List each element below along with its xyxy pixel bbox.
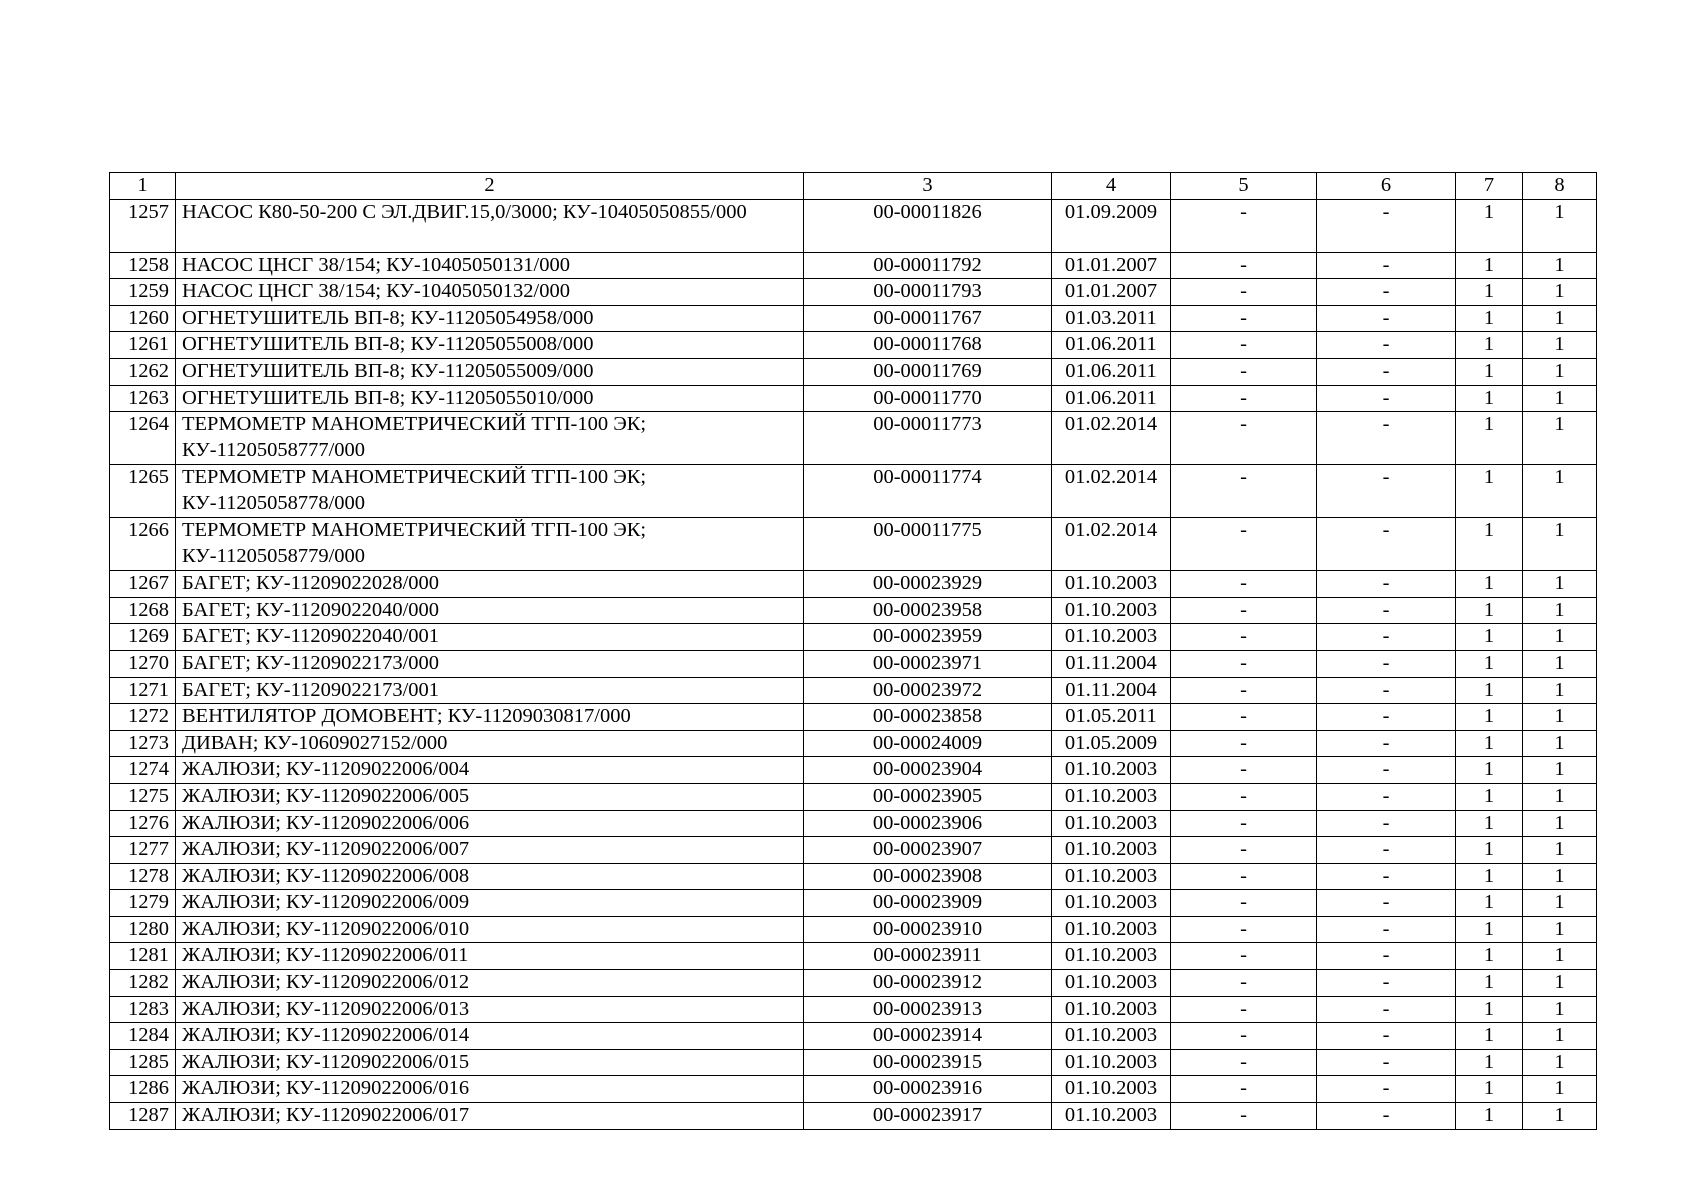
table-row (110, 890, 1597, 917)
item-name-cell: ОГНЕТУШИТЕЛЬ ВП-8; КУ-11205054958/000 (176, 305, 804, 332)
col-8-cell: 1 (1523, 279, 1597, 306)
col-5-cell: - (1171, 1023, 1317, 1050)
table-row (110, 863, 1597, 890)
table-row (110, 943, 1597, 970)
col-5-cell: - (1171, 412, 1317, 465)
row-number-cell: 1276 (110, 810, 176, 837)
item-name-cell: ОГНЕТУШИТЕЛЬ ВП-8; КУ-11205055008/000 (176, 332, 804, 359)
date-cell: 01.10.2003 (1052, 837, 1171, 864)
item-name-cell: ЖАЛЮЗИ; КУ-11209022006/011 (176, 943, 804, 970)
col-7-cell: 1 (1456, 1049, 1523, 1076)
table-row (110, 1076, 1597, 1103)
col-8-cell: 1 (1523, 863, 1597, 890)
inventory-code-cell: 00-00023972 (804, 677, 1052, 704)
item-name-cell: ЖАЛЮЗИ; КУ-11209022006/015 (176, 1049, 804, 1076)
col-6-cell: - (1317, 1023, 1456, 1050)
date-cell: 01.11.2004 (1052, 650, 1171, 677)
col-5-cell: - (1171, 624, 1317, 651)
row-number-cell: 1262 (110, 358, 176, 385)
table-row (110, 279, 1597, 306)
col-8-cell: 1 (1523, 730, 1597, 757)
date-cell: 01.10.2003 (1052, 943, 1171, 970)
table-row (110, 810, 1597, 837)
inventory-table (109, 172, 1597, 1130)
item-name-cell: ЖАЛЮЗИ; КУ-11209022006/008 (176, 863, 804, 890)
row-number-cell: 1284 (110, 1023, 176, 1050)
inventory-code-cell: 00-00011770 (804, 385, 1052, 412)
item-name-cell: ТЕРМОМЕТР МАНОМЕТРИЧЕСКИЙ ТГП-100 ЭК; КУ-11205058778/000 (176, 465, 804, 518)
col-6-cell: - (1317, 571, 1456, 598)
col-8-cell: 1 (1523, 810, 1597, 837)
table-header (110, 173, 1597, 200)
col-7-cell: 1 (1456, 677, 1523, 704)
col-7-cell: 1 (1456, 624, 1523, 651)
col-6-cell: - (1317, 890, 1456, 917)
col-6-cell: - (1317, 1049, 1456, 1076)
col-6-cell: - (1317, 597, 1456, 624)
item-name-cell: БАГЕТ; КУ-11209022040/001 (176, 624, 804, 651)
inventory-code-cell: 00-00023958 (804, 597, 1052, 624)
item-name-cell: НАСОС ЦНСГ 38/154; КУ-10405050132/000 (176, 279, 804, 306)
item-name-cell: ЖАЛЮЗИ; КУ-11209022006/004 (176, 757, 804, 784)
inventory-code-cell: 00-00023911 (804, 943, 1052, 970)
table-row (110, 837, 1597, 864)
date-cell: 01.10.2003 (1052, 1103, 1171, 1130)
col-8-cell: 1 (1523, 252, 1597, 279)
row-number-cell: 1258 (110, 252, 176, 279)
header-cell-5: 5 (1171, 173, 1317, 200)
col-8-cell: 1 (1523, 412, 1597, 465)
row-number-cell: 1260 (110, 305, 176, 332)
col-6-cell: - (1317, 650, 1456, 677)
item-name-cell: ЖАЛЮЗИ; КУ-11209022006/007 (176, 837, 804, 864)
col-8-cell: 1 (1523, 890, 1597, 917)
header-cell-3: 3 (804, 173, 1052, 200)
date-cell: 01.10.2003 (1052, 890, 1171, 917)
col-8-cell: 1 (1523, 1049, 1597, 1076)
col-6-cell: - (1317, 916, 1456, 943)
col-5-cell: - (1171, 1049, 1317, 1076)
row-number-cell: 1266 (110, 518, 176, 571)
header-cell-6: 6 (1317, 173, 1456, 200)
inventory-code-cell: 00-00023913 (804, 996, 1052, 1023)
col-7-cell: 1 (1456, 518, 1523, 571)
date-cell: 01.10.2003 (1052, 571, 1171, 598)
item-name-cell: НАСОС К80-50-200 С ЭЛ.ДВИГ.15,0/3000; КУ-10405050855/000 (176, 199, 804, 252)
table-row (110, 597, 1597, 624)
date-cell: 01.06.2011 (1052, 332, 1171, 359)
table-row (110, 332, 1597, 359)
col-6-cell: - (1317, 810, 1456, 837)
date-cell: 01.01.2007 (1052, 279, 1171, 306)
table-row (110, 650, 1597, 677)
row-number-cell: 1277 (110, 837, 176, 864)
col-8-cell: 1 (1523, 996, 1597, 1023)
row-number-cell: 1269 (110, 624, 176, 651)
col-6-cell: - (1317, 1076, 1456, 1103)
date-cell: 01.10.2003 (1052, 624, 1171, 651)
col-6-cell: - (1317, 518, 1456, 571)
row-number-cell: 1257 (110, 199, 176, 252)
inventory-code-cell: 00-00023910 (804, 916, 1052, 943)
inventory-code-cell: 00-00011773 (804, 412, 1052, 465)
date-cell: 01.10.2003 (1052, 1023, 1171, 1050)
table-row (110, 571, 1597, 598)
col-5-cell: - (1171, 730, 1317, 757)
col-5-cell: - (1171, 704, 1317, 731)
col-7-cell: 1 (1456, 571, 1523, 598)
col-7-cell: 1 (1456, 332, 1523, 359)
item-name-cell: БАГЕТ; КУ-11209022173/001 (176, 677, 804, 704)
col-7-cell: 1 (1456, 650, 1523, 677)
row-number-cell: 1268 (110, 597, 176, 624)
inventory-code-cell: 00-00011768 (804, 332, 1052, 359)
inventory-code-cell: 00-00023915 (804, 1049, 1052, 1076)
inventory-code-cell: 00-00023917 (804, 1103, 1052, 1130)
inventory-code-cell: 00-00023912 (804, 970, 1052, 997)
col-8-cell: 1 (1523, 305, 1597, 332)
date-cell: 01.01.2007 (1052, 252, 1171, 279)
table-row (110, 1023, 1597, 1050)
col-7-cell: 1 (1456, 412, 1523, 465)
date-cell: 01.02.2014 (1052, 518, 1171, 571)
col-6-cell: - (1317, 465, 1456, 518)
col-7-cell: 1 (1456, 837, 1523, 864)
table-row (110, 970, 1597, 997)
col-8-cell: 1 (1523, 943, 1597, 970)
row-number-cell: 1270 (110, 650, 176, 677)
row-number-cell: 1275 (110, 783, 176, 810)
date-cell: 01.10.2003 (1052, 1049, 1171, 1076)
col-5-cell: - (1171, 783, 1317, 810)
date-cell: 01.10.2003 (1052, 783, 1171, 810)
table-row (110, 916, 1597, 943)
table-row (110, 730, 1597, 757)
col-5-cell: - (1171, 332, 1317, 359)
item-name-cell: ЖАЛЮЗИ; КУ-11209022006/017 (176, 1103, 804, 1130)
col-8-cell: 1 (1523, 518, 1597, 571)
item-name-cell: ТЕРМОМЕТР МАНОМЕТРИЧЕСКИЙ ТГП-100 ЭК; КУ-11205058779/000 (176, 518, 804, 571)
inventory-code-cell: 00-00023971 (804, 650, 1052, 677)
item-name-cell: ТЕРМОМЕТР МАНОМЕТРИЧЕСКИЙ ТГП-100 ЭК; КУ-11205058777/000 (176, 412, 804, 465)
col-7-cell: 1 (1456, 597, 1523, 624)
date-cell: 01.10.2003 (1052, 1076, 1171, 1103)
col-7-cell: 1 (1456, 1023, 1523, 1050)
col-6-cell: - (1317, 943, 1456, 970)
table-row (110, 358, 1597, 385)
col-6-cell: - (1317, 385, 1456, 412)
table-row (110, 996, 1597, 1023)
inventory-code-cell: 00-00011767 (804, 305, 1052, 332)
table-row (110, 1103, 1597, 1130)
inventory-code-cell: 00-00023959 (804, 624, 1052, 651)
col-7-cell: 1 (1456, 358, 1523, 385)
date-cell: 01.10.2003 (1052, 597, 1171, 624)
col-5-cell: - (1171, 970, 1317, 997)
col-8-cell: 1 (1523, 1076, 1597, 1103)
col-5-cell: - (1171, 571, 1317, 598)
item-name-cell: БАГЕТ; КУ-11209022028/000 (176, 571, 804, 598)
header-row (110, 173, 1597, 200)
col-8-cell: 1 (1523, 757, 1597, 784)
inventory-code-cell: 00-00023908 (804, 863, 1052, 890)
col-5-cell: - (1171, 916, 1317, 943)
inventory-code-cell: 00-00023905 (804, 783, 1052, 810)
row-number-cell: 1264 (110, 412, 176, 465)
col-8-cell: 1 (1523, 358, 1597, 385)
item-name-cell: ЖАЛЮЗИ; КУ-11209022006/016 (176, 1076, 804, 1103)
col-5-cell: - (1171, 1076, 1317, 1103)
col-5-cell: - (1171, 757, 1317, 784)
col-7-cell: 1 (1456, 704, 1523, 731)
table-row (110, 624, 1597, 651)
col-8-cell: 1 (1523, 916, 1597, 943)
col-7-cell: 1 (1456, 943, 1523, 970)
col-6-cell: - (1317, 704, 1456, 731)
col-5-cell: - (1171, 677, 1317, 704)
col-7-cell: 1 (1456, 783, 1523, 810)
item-name-cell: ЖАЛЮЗИ; КУ-11209022006/009 (176, 890, 804, 917)
table-row (110, 757, 1597, 784)
col-8-cell: 1 (1523, 1103, 1597, 1130)
col-7-cell: 1 (1456, 970, 1523, 997)
table-row (110, 412, 1597, 465)
table-row (110, 783, 1597, 810)
col-5-cell: - (1171, 199, 1317, 252)
header-cell-7: 7 (1456, 173, 1523, 200)
inventory-code-cell: 00-00011792 (804, 252, 1052, 279)
col-7-cell: 1 (1456, 916, 1523, 943)
item-name-cell: ДИВАН; КУ-10609027152/000 (176, 730, 804, 757)
header-cell-1: 1 (110, 173, 176, 200)
table-row (110, 199, 1597, 252)
col-8-cell: 1 (1523, 597, 1597, 624)
table-row (110, 518, 1597, 571)
table-row (110, 704, 1597, 731)
col-7-cell: 1 (1456, 279, 1523, 306)
col-5-cell: - (1171, 996, 1317, 1023)
col-6-cell: - (1317, 970, 1456, 997)
inventory-code-cell: 00-00011793 (804, 279, 1052, 306)
col-8-cell: 1 (1523, 1023, 1597, 1050)
table-row (110, 677, 1597, 704)
col-6-cell: - (1317, 783, 1456, 810)
col-5-cell: - (1171, 305, 1317, 332)
col-5-cell: - (1171, 279, 1317, 306)
table-row (110, 252, 1597, 279)
date-cell: 01.02.2014 (1052, 465, 1171, 518)
row-number-cell: 1282 (110, 970, 176, 997)
col-6-cell: - (1317, 305, 1456, 332)
row-number-cell: 1283 (110, 996, 176, 1023)
item-name-cell: ОГНЕТУШИТЕЛЬ ВП-8; КУ-11205055009/000 (176, 358, 804, 385)
col-6-cell: - (1317, 279, 1456, 306)
inventory-code-cell: 00-00011775 (804, 518, 1052, 571)
col-6-cell: - (1317, 332, 1456, 359)
date-cell: 01.06.2011 (1052, 385, 1171, 412)
date-cell: 01.10.2003 (1052, 996, 1171, 1023)
col-5-cell: - (1171, 943, 1317, 970)
date-cell: 01.09.2009 (1052, 199, 1171, 252)
inventory-code-cell: 00-00023906 (804, 810, 1052, 837)
inventory-code-cell: 00-00023916 (804, 1076, 1052, 1103)
col-6-cell: - (1317, 412, 1456, 465)
item-name-cell: БАГЕТ; КУ-11209022040/000 (176, 597, 804, 624)
header-cell-8: 8 (1523, 173, 1597, 200)
date-cell: 01.02.2014 (1052, 412, 1171, 465)
date-cell: 01.05.2009 (1052, 730, 1171, 757)
col-7-cell: 1 (1456, 730, 1523, 757)
col-8-cell: 1 (1523, 385, 1597, 412)
col-7-cell: 1 (1456, 863, 1523, 890)
col-8-cell: 1 (1523, 704, 1597, 731)
col-7-cell: 1 (1456, 252, 1523, 279)
item-name-cell: ВЕНТИЛЯТОР ДОМОВЕНТ; КУ-11209030817/000 (176, 704, 804, 731)
table-row (110, 1049, 1597, 1076)
col-7-cell: 1 (1456, 465, 1523, 518)
col-7-cell: 1 (1456, 757, 1523, 784)
col-5-cell: - (1171, 597, 1317, 624)
date-cell: 01.10.2003 (1052, 970, 1171, 997)
row-number-cell: 1286 (110, 1076, 176, 1103)
table-row (110, 465, 1597, 518)
col-8-cell: 1 (1523, 650, 1597, 677)
row-number-cell: 1280 (110, 916, 176, 943)
col-7-cell: 1 (1456, 1076, 1523, 1103)
col-8-cell: 1 (1523, 465, 1597, 518)
row-number-cell: 1285 (110, 1049, 176, 1076)
col-8-cell: 1 (1523, 837, 1597, 864)
col-6-cell: - (1317, 837, 1456, 864)
inventory-code-cell: 00-00023929 (804, 571, 1052, 598)
item-name-cell: НАСОС ЦНСГ 38/154; КУ-10405050131/000 (176, 252, 804, 279)
inventory-code-cell: 00-00023909 (804, 890, 1052, 917)
date-cell: 01.10.2003 (1052, 810, 1171, 837)
col-6-cell: - (1317, 757, 1456, 784)
col-7-cell: 1 (1456, 1103, 1523, 1130)
col-6-cell: - (1317, 996, 1456, 1023)
inventory-code-cell: 00-00023914 (804, 1023, 1052, 1050)
inventory-code-cell: 00-00011769 (804, 358, 1052, 385)
col-6-cell: - (1317, 358, 1456, 385)
col-7-cell: 1 (1456, 199, 1523, 252)
col-5-cell: - (1171, 385, 1317, 412)
col-8-cell: 1 (1523, 677, 1597, 704)
col-5-cell: - (1171, 518, 1317, 571)
row-number-cell: 1281 (110, 943, 176, 970)
inventory-code-cell: 00-00011774 (804, 465, 1052, 518)
col-8-cell: 1 (1523, 970, 1597, 997)
col-6-cell: - (1317, 730, 1456, 757)
row-number-cell: 1274 (110, 757, 176, 784)
col-5-cell: - (1171, 465, 1317, 518)
inventory-code-cell: 00-00023904 (804, 757, 1052, 784)
col-5-cell: - (1171, 837, 1317, 864)
col-7-cell: 1 (1456, 810, 1523, 837)
col-6-cell: - (1317, 863, 1456, 890)
row-number-cell: 1273 (110, 730, 176, 757)
item-name-cell: ЖАЛЮЗИ; КУ-11209022006/005 (176, 783, 804, 810)
date-cell: 01.10.2003 (1052, 757, 1171, 784)
col-7-cell: 1 (1456, 385, 1523, 412)
col-5-cell: - (1171, 1103, 1317, 1130)
col-5-cell: - (1171, 863, 1317, 890)
row-number-cell: 1259 (110, 279, 176, 306)
row-number-cell: 1287 (110, 1103, 176, 1130)
date-cell: 01.05.2011 (1052, 704, 1171, 731)
row-number-cell: 1278 (110, 863, 176, 890)
col-6-cell: - (1317, 199, 1456, 252)
row-number-cell: 1267 (110, 571, 176, 598)
inventory-code-cell: 00-00011826 (804, 199, 1052, 252)
col-7-cell: 1 (1456, 890, 1523, 917)
date-cell: 01.11.2004 (1052, 677, 1171, 704)
col-7-cell: 1 (1456, 305, 1523, 332)
table-row (110, 305, 1597, 332)
col-5-cell: - (1171, 358, 1317, 385)
inventory-code-cell: 00-00024009 (804, 730, 1052, 757)
col-8-cell: 1 (1523, 624, 1597, 651)
inventory-code-cell: 00-00023858 (804, 704, 1052, 731)
col-5-cell: - (1171, 890, 1317, 917)
date-cell: 01.10.2003 (1052, 916, 1171, 943)
col-5-cell: - (1171, 650, 1317, 677)
row-number-cell: 1271 (110, 677, 176, 704)
col-6-cell: - (1317, 1103, 1456, 1130)
item-name-cell: ЖАЛЮЗИ; КУ-11209022006/013 (176, 996, 804, 1023)
col-5-cell: - (1171, 810, 1317, 837)
row-number-cell: 1279 (110, 890, 176, 917)
item-name-cell: ЖАЛЮЗИ; КУ-11209022006/010 (176, 916, 804, 943)
row-number-cell: 1265 (110, 465, 176, 518)
col-6-cell: - (1317, 624, 1456, 651)
col-6-cell: - (1317, 677, 1456, 704)
row-number-cell: 1272 (110, 704, 176, 731)
row-number-cell: 1261 (110, 332, 176, 359)
date-cell: 01.06.2011 (1052, 358, 1171, 385)
table-row (110, 385, 1597, 412)
row-number-cell: 1263 (110, 385, 176, 412)
table-body (110, 199, 1597, 1129)
col-8-cell: 1 (1523, 783, 1597, 810)
col-8-cell: 1 (1523, 332, 1597, 359)
col-8-cell: 1 (1523, 199, 1597, 252)
date-cell: 01.10.2003 (1052, 863, 1171, 890)
col-5-cell: - (1171, 252, 1317, 279)
header-cell-4: 4 (1052, 173, 1171, 200)
item-name-cell: ЖАЛЮЗИ; КУ-11209022006/006 (176, 810, 804, 837)
item-name-cell: ОГНЕТУШИТЕЛЬ ВП-8; КУ-11205055010/000 (176, 385, 804, 412)
inventory-code-cell: 00-00023907 (804, 837, 1052, 864)
header-cell-2: 2 (176, 173, 804, 200)
item-name-cell: ЖАЛЮЗИ; КУ-11209022006/012 (176, 970, 804, 997)
item-name-cell: ЖАЛЮЗИ; КУ-11209022006/014 (176, 1023, 804, 1050)
col-6-cell: - (1317, 252, 1456, 279)
col-8-cell: 1 (1523, 571, 1597, 598)
date-cell: 01.03.2011 (1052, 305, 1171, 332)
item-name-cell: БАГЕТ; КУ-11209022173/000 (176, 650, 804, 677)
col-7-cell: 1 (1456, 996, 1523, 1023)
